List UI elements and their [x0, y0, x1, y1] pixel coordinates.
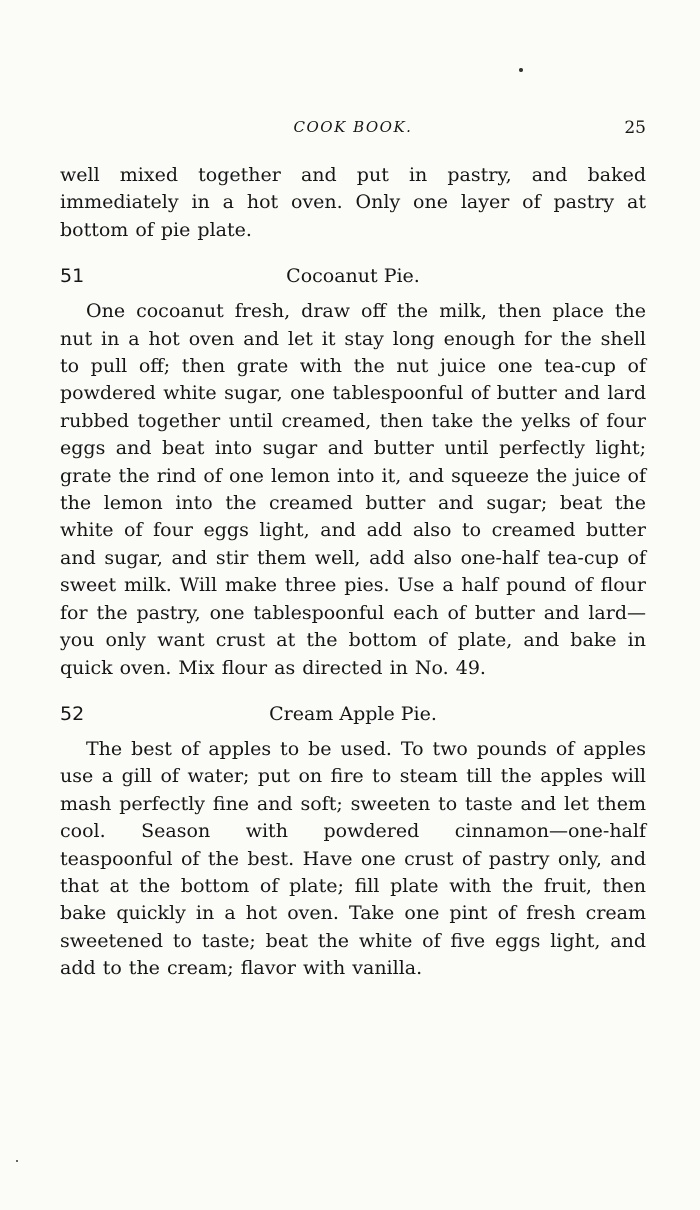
recipe-number: 51: [60, 265, 85, 288]
recipe-number: 52: [60, 702, 85, 725]
page-number: 25: [624, 118, 646, 138]
recipe-text: One cocoanut fresh, draw off the milk, then place the nut in a hot oven and let it stay long enough for the shell to pull off; then grate with the nut juice one tea-cup of powdered white sugar, one tablespoonful of butter and lard rubbed together until creamed, then take the yelks of four eggs and beat into sugar and butter until perfectly light; grate the rind of one lemon into it, and squeeze the juice of the lemon into the creamed butter and sugar; beat the white of four eggs light, and add also to creamed butter and sugar, and stir them well, add also one-half tea-cup of sweet milk. Will make three pies. Use a half pound of flour for the pastry, one tablespoonful each of butter and lard—you only want crust at the bottom of plate, and bake in quick oven. Mix flour as directed in No. 49.: [60, 300, 646, 679]
recipe-heading: [60, 262, 646, 290]
recipe-title: Cocoanut Pie.: [286, 265, 420, 288]
print-speck-bottom: [16, 1160, 18, 1162]
recipe-52: [60, 700, 646, 983]
recipe-heading: [60, 700, 646, 728]
print-speck-top: [519, 68, 523, 72]
continued-paragraph: well mixed together and put in pastry, and baked immediately in a hot oven. Only one layer of pastry at bottom of pie plate.: [60, 164, 646, 241]
book-page: [60, 118, 646, 983]
recipe-51: [60, 262, 646, 682]
running-head: COOK BOOK.: [293, 118, 413, 136]
page-header: [60, 118, 646, 148]
recipe-title: Cream Apple Pie.: [269, 702, 437, 725]
recipe-text: The best of apples to be used. To two pounds of apples use a gill of water; put on fire to steam till the apples will mash perfectly fine and soft; sweeten to taste and let them cool. Season with powdered cinnamon—one-half teaspoonful of the best. Have one crust of pastry only, and that at the bottom of plate; fill plate with the fruit, then bake quickly in a hot oven. Take one pint of fresh cream sweetened to taste; beat the white of five eggs light, and add to the cream; flavor with vanilla.: [60, 737, 646, 980]
